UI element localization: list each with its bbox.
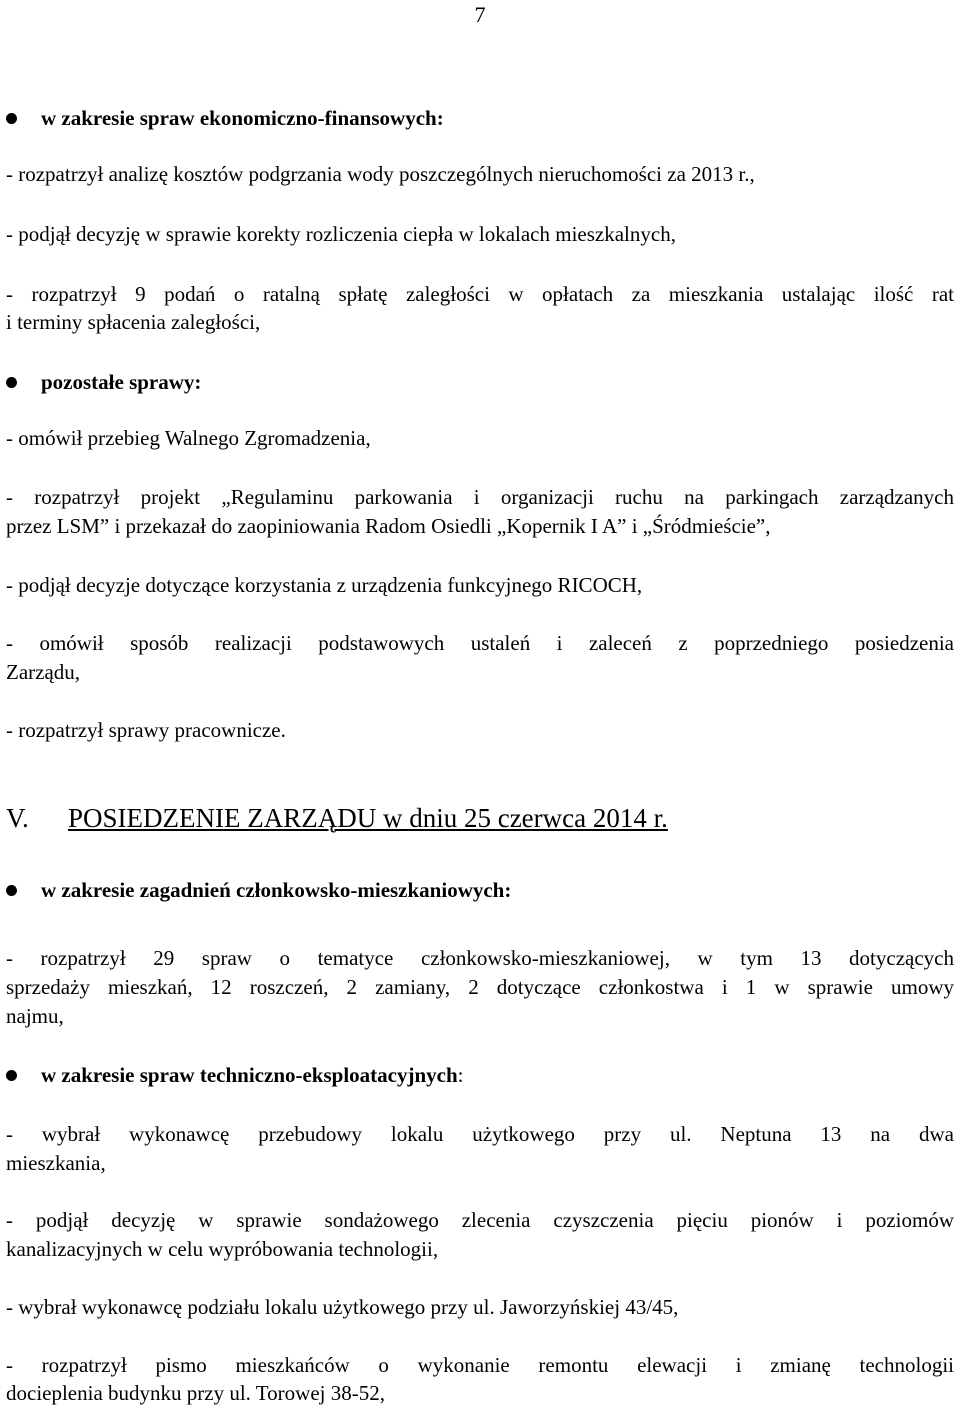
section-title bbox=[6, 803, 668, 833]
list-item: - wybrał wykonawcę podziału lokalu użytkowego przy ul. Jaworzyńskiej 43/45, bbox=[6, 1295, 679, 1319]
list-item-continuation: przez LSM” i przekazał do zaopiniowania Radom Osiedli „Kopernik I A” i „Śródmieście”, bbox=[6, 514, 771, 538]
heading-membership-housing: w zakresie zagadnień członkowsko-mieszkaniowych: bbox=[41, 878, 512, 902]
list-item: - rozpatrzył 29 spraw o tematyce członkowsko-mieszkaniowej, w tym 13 dotyczących bbox=[6, 946, 954, 970]
list-item-continuation: docieplenia budynku przy ul. Torowej 38-52, bbox=[6, 1381, 385, 1405]
list-item-continuation: mieszkania, bbox=[6, 1151, 106, 1175]
list-item: - omówił przebieg Walnego Zgromadzenia, bbox=[6, 426, 371, 450]
list-item: - omówił sposób realizacji podstawowych ustaleń i zaleceń z poprzedniego posiedzenia bbox=[6, 631, 954, 655]
list-item: - rozpatrzył 9 podań o ratalną spłatę zaległości w opłatach za mieszkania ustalając ilość rat bbox=[6, 282, 954, 306]
list-item-continuation: i terminy spłacenia zaległości, bbox=[6, 310, 261, 334]
list-item-continuation: sprzedaży mieszkań, 12 roszczeń, 2 zamiany, 2 dotyczące członkostwa i 1 w sprawie umowy bbox=[6, 975, 954, 999]
bullet-icon bbox=[6, 377, 17, 388]
list-item: - wybrał wykonawcę przebudowy lokalu użytkowego przy ul. Neptuna 13 na dwa bbox=[6, 1122, 954, 1146]
section-number: V. bbox=[6, 803, 29, 833]
list-item: - rozpatrzył pismo mieszkańców o wykonanie remontu elewacji i zmianę technologii bbox=[6, 1353, 954, 1377]
heading-economic-financial: w zakresie spraw ekonomiczno-finansowych: bbox=[41, 106, 444, 130]
list-item-continuation: kanalizacyjnych w celu wypróbowania technologii, bbox=[6, 1237, 439, 1261]
list-item: - podjął decyzję w sprawie sondażowego zlecenia czyszczenia pięciu pionów i poziomów bbox=[6, 1208, 954, 1232]
bullet-icon bbox=[6, 1070, 17, 1081]
list-item: - podjął decyzje dotyczące korzystania z urządzenia funkcyjnego RICOCH, bbox=[6, 573, 643, 597]
heading-text: w zakresie spraw techniczno-eksploatacyjnych bbox=[41, 1063, 458, 1087]
heading-suffix: : bbox=[457, 1063, 464, 1087]
page-number: 7 bbox=[474, 2, 486, 27]
section-title-text: POSIEDZENIE ZARZĄDU w dniu 25 czerwca 2014 r. bbox=[68, 803, 668, 833]
list-item: - rozpatrzył projekt „Regulaminu parkowania i organizacji ruchu na parkingach zarządzanych bbox=[6, 485, 954, 509]
bullet-icon bbox=[6, 113, 17, 124]
list-item: - rozpatrzył sprawy pracownicze. bbox=[6, 718, 286, 742]
list-item-continuation: Zarządu, bbox=[6, 660, 81, 684]
list-item: - podjął decyzję w sprawie korekty rozliczenia ciepła w lokalach mieszkalnych, bbox=[6, 222, 676, 246]
heading-technical-operational bbox=[41, 1062, 464, 1088]
list-item-continuation: najmu, bbox=[6, 1004, 64, 1028]
bullet-icon bbox=[6, 885, 17, 896]
heading-other-matters: pozostałe sprawy: bbox=[41, 370, 202, 394]
list-item: - rozpatrzył analizę kosztów podgrzania wody poszczególnych nieruchomości za 2013 r., bbox=[6, 162, 755, 186]
